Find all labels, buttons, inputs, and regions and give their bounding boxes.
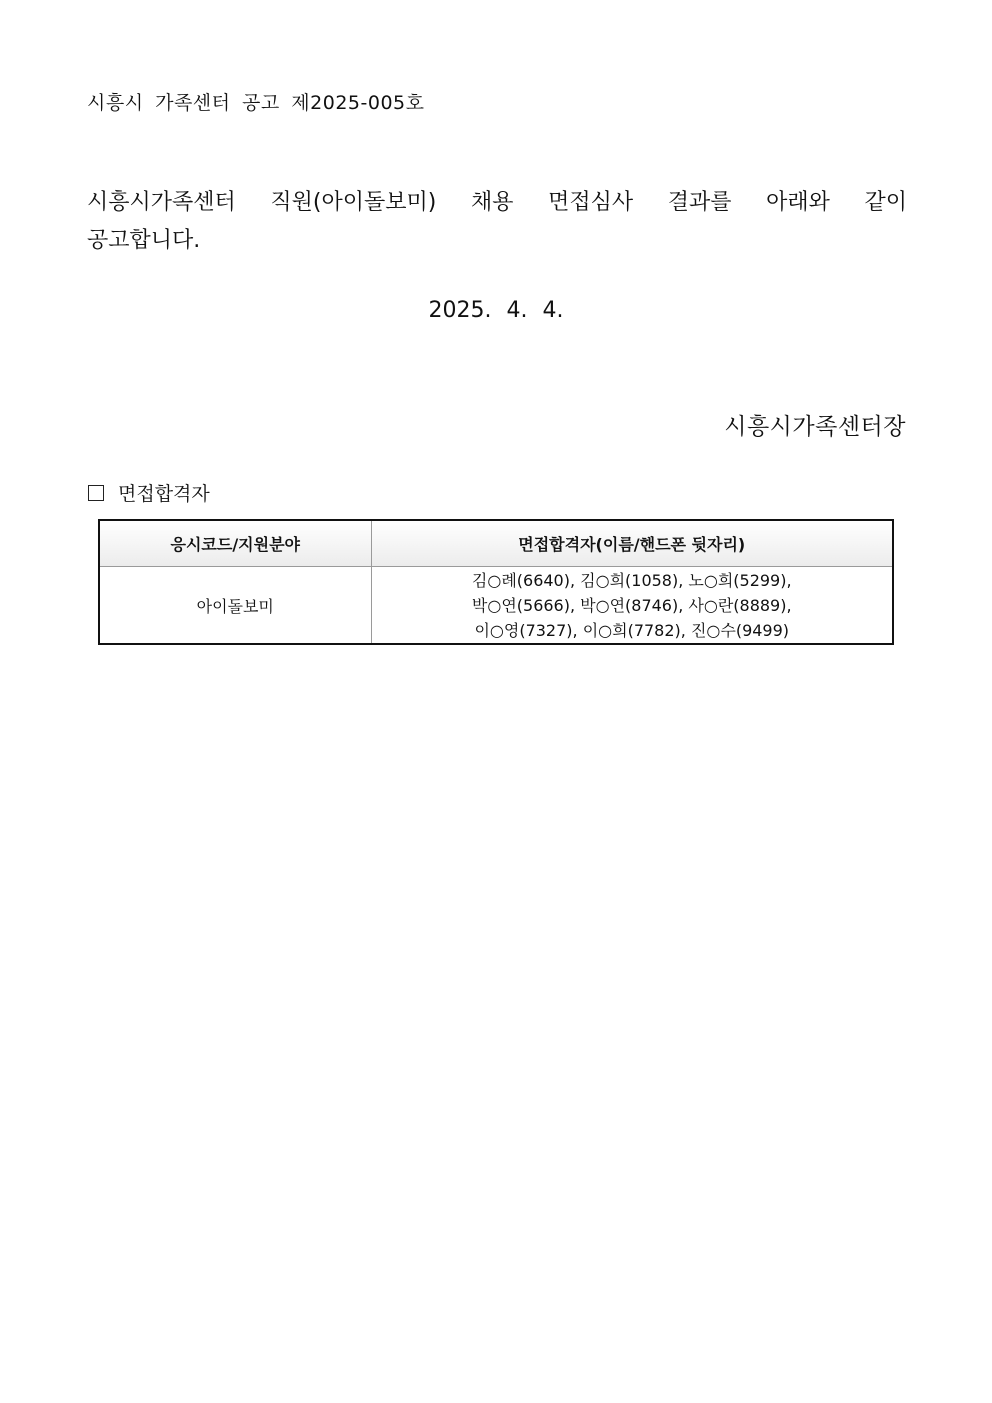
notice-number: 시흥시 가족센터 공고 제2025-005호 xyxy=(87,92,425,114)
signer: 시흥시가족센터장 xyxy=(724,414,906,440)
passers-line-1: 김○례(6640), 김○희(1058), 노○희(5299), xyxy=(471,571,792,590)
passers-line-2: 박○연(5666), 박○연(8746), 사○란(8889), xyxy=(471,596,792,615)
table-header-field: 응시코드/지원분야 xyxy=(99,520,371,567)
table-cell-field: 아이돌보미 xyxy=(99,567,371,645)
result-table xyxy=(98,519,894,645)
intro-line-2: 공고합니다. xyxy=(87,228,201,253)
section-title-label: 면접합격자 xyxy=(118,483,210,505)
table-row xyxy=(99,567,893,645)
notice-date: 2025. 4. 4. xyxy=(428,298,564,323)
section-title xyxy=(87,479,210,506)
table-header-passers: 면접합격자(이름/핸드폰 뒷자리) xyxy=(371,520,893,567)
table-header-row xyxy=(99,520,893,567)
passers-line-3: 이○영(7327), 이○희(7782), 진○수(9499) xyxy=(474,621,790,640)
intro-paragraph xyxy=(87,184,907,260)
checkbox-icon xyxy=(88,485,104,501)
table-cell-passers xyxy=(371,567,893,645)
intro-line-1: 시흥시가족센터 직원(아이돌보미) 채용 면접심사 결과를 아래와 같이 xyxy=(87,190,907,215)
